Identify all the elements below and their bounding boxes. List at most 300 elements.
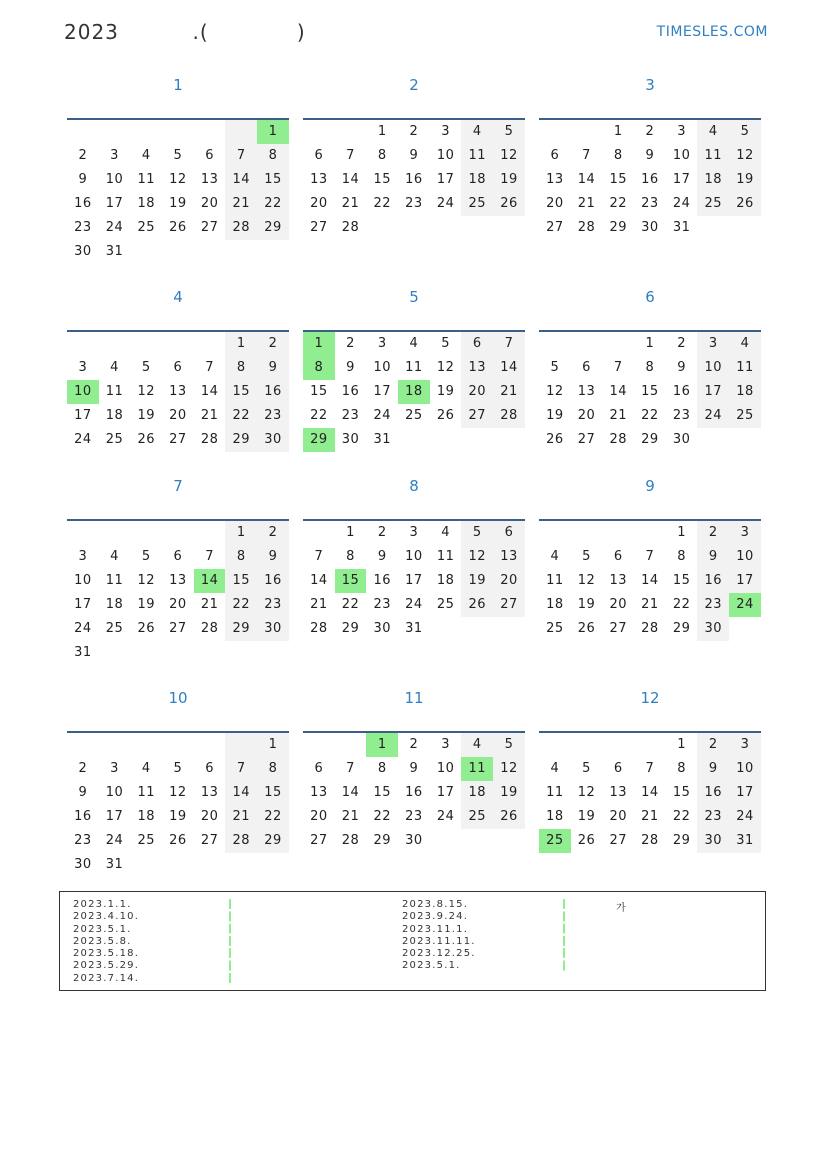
day-cell: 21: [641, 597, 659, 612]
day-cell: 23: [373, 597, 391, 612]
day-cell: 23: [697, 805, 729, 829]
empty-cell: [225, 120, 257, 144]
day-cell: 5: [461, 521, 493, 545]
day-cell: 13: [310, 172, 328, 187]
month-calendar: [539, 287, 761, 452]
empty-cell: [99, 332, 131, 356]
day-cell: 4: [441, 525, 450, 540]
empty-cell: [67, 521, 99, 545]
day-cell: 26: [169, 220, 187, 235]
day-cell: 9: [346, 360, 355, 375]
day-cell: 13: [169, 384, 187, 399]
day-cell: 25: [137, 833, 155, 848]
page-title: [64, 20, 306, 44]
day-grid: [539, 521, 761, 641]
day-cell: 8: [346, 549, 355, 564]
month-name: 9: [645, 477, 655, 495]
empty-cell: [130, 521, 162, 545]
day-cell: 4: [110, 549, 119, 564]
day-grid: [67, 120, 289, 264]
empty-cell: [130, 240, 162, 264]
empty-cell: [194, 853, 226, 877]
day-cell: 3: [697, 332, 729, 356]
day-cell: 14: [609, 384, 627, 399]
day-cell: 13: [310, 785, 328, 800]
day-cell: 20: [200, 809, 219, 824]
day-cell: 21: [493, 380, 525, 404]
day-cell: 5: [441, 336, 450, 351]
day-cell: 9: [377, 549, 387, 564]
empty-cell: [99, 733, 131, 757]
day-cell: 12: [729, 144, 761, 168]
day-cell: 13: [493, 545, 525, 569]
day-cell: 1: [366, 733, 398, 757]
day-cell: 25: [137, 220, 155, 235]
empty-cell: [335, 733, 367, 757]
day-cell: 16: [257, 569, 289, 593]
empty-cell: [729, 617, 761, 641]
day-cell: 1: [346, 525, 355, 540]
day-cell: 7: [613, 360, 623, 375]
day-cell: 18: [461, 781, 493, 805]
month-calendar: [303, 688, 525, 853]
day-cell: 23: [697, 593, 729, 617]
day-cell: 15: [257, 168, 289, 192]
note-date: 2023.4.10.: [73, 911, 140, 923]
day-cell: 18: [436, 573, 455, 588]
day-cell: 3: [729, 521, 761, 545]
day-cell: 11: [137, 172, 155, 187]
day-cell: 13: [577, 384, 596, 399]
day-cell: 16: [672, 384, 691, 399]
day-cell: 8: [645, 360, 655, 375]
day-cell: 6: [613, 549, 623, 564]
day-cell: 9: [409, 148, 419, 163]
day-cell: 22: [373, 809, 391, 824]
day-cell: 22: [609, 196, 627, 211]
day-cell: 6: [173, 360, 183, 375]
empty-cell: [303, 521, 335, 545]
note-date: 2023.7.14.: [73, 972, 140, 984]
day-grid: [303, 332, 525, 452]
day-cell: 14: [641, 785, 659, 800]
day-cell: 19: [493, 781, 525, 805]
day-cell: 17: [405, 573, 423, 588]
day-cell: 7: [225, 144, 257, 168]
day-cell: 25: [539, 829, 571, 853]
day-cell: 1: [677, 737, 686, 752]
empty-cell: [162, 120, 194, 144]
day-cell: 8: [225, 545, 257, 569]
day-cell: 9: [409, 761, 419, 776]
day-cell: 28: [225, 216, 257, 240]
day-cell: 23: [257, 404, 289, 428]
day-cell: 9: [78, 172, 88, 187]
day-cell: 27: [200, 833, 219, 848]
month-name: 2: [409, 76, 419, 94]
day-cell: 18: [461, 168, 493, 192]
day-cell: 14: [341, 172, 360, 187]
day-cell: 10: [729, 545, 761, 569]
note-extra-text: 가: [616, 903, 626, 914]
day-cell: 28: [641, 621, 659, 636]
day-cell: 26: [436, 408, 455, 423]
title-rest: .( ): [192, 20, 306, 44]
day-cell: 13: [609, 573, 627, 588]
day-cell: 31: [373, 432, 391, 447]
day-cell: 17: [729, 569, 761, 593]
day-cell: 2: [346, 336, 355, 351]
day-cell: 27: [609, 621, 627, 636]
day-cell: 7: [645, 761, 655, 776]
empty-cell: [303, 120, 335, 144]
empty-cell: [493, 617, 525, 641]
day-cell: 28: [225, 829, 257, 853]
day-cell: 19: [493, 168, 525, 192]
day-cell: 2: [257, 521, 289, 545]
day-cell: 14: [577, 172, 596, 187]
empty-cell: [571, 120, 603, 144]
day-cell: 4: [141, 148, 151, 163]
day-cell: 3: [677, 124, 686, 139]
day-cell: 22: [310, 408, 328, 423]
empty-cell: [194, 733, 226, 757]
day-cell: 5: [493, 733, 525, 757]
month-name: 12: [640, 689, 660, 707]
day-cell: 1: [257, 120, 289, 144]
day-cell: 17: [74, 408, 92, 423]
day-cell: 23: [641, 196, 659, 211]
day-cell: 14: [310, 573, 328, 588]
day-cell: 7: [582, 148, 591, 163]
day-cell: 20: [546, 196, 564, 211]
day-cell: 27: [169, 432, 187, 447]
day-cell: 25: [461, 805, 493, 829]
day-cell: 28: [641, 833, 659, 848]
day-cell: 4: [141, 761, 151, 776]
day-cell: 31: [105, 244, 124, 259]
empty-cell: [461, 428, 493, 452]
day-cell: 10: [67, 380, 99, 404]
day-cell: 11: [105, 573, 124, 588]
day-cell: 8: [377, 148, 387, 163]
day-cell: 4: [550, 549, 560, 564]
day-cell: 2: [697, 521, 729, 545]
month-calendar: [539, 75, 761, 240]
empty-cell: [729, 216, 761, 240]
empty-cell: [67, 733, 99, 757]
day-cell: 28: [341, 220, 360, 235]
day-cell: 29: [641, 432, 659, 447]
empty-cell: [602, 332, 634, 356]
day-grid: [539, 332, 761, 452]
empty-cell: [539, 332, 571, 356]
month-calendar: [67, 476, 289, 665]
day-cell: 23: [672, 408, 691, 423]
day-cell: 8: [377, 761, 387, 776]
day-cell: 10: [436, 761, 455, 776]
day-cell: 4: [461, 733, 493, 757]
day-cell: 14: [341, 785, 360, 800]
day-cell: 1: [377, 124, 387, 139]
day-cell: 30: [641, 220, 659, 235]
day-cell: 7: [314, 549, 324, 564]
site-logo[interactable]: TIMESLES.COM: [656, 24, 768, 40]
empty-cell: [257, 853, 289, 877]
day-cell: 18: [546, 597, 564, 612]
day-cell: 17: [373, 384, 391, 399]
day-cell: 10: [697, 356, 729, 380]
day-cell: 16: [405, 172, 423, 187]
day-cell: 8: [257, 757, 289, 781]
day-cell: 18: [729, 380, 761, 404]
empty-cell: [539, 521, 571, 545]
day-cell: 7: [645, 549, 655, 564]
day-cell: 25: [105, 432, 124, 447]
day-cell: 13: [169, 573, 187, 588]
empty-cell: [539, 120, 571, 144]
day-cell: 29: [341, 621, 360, 636]
day-cell: 12: [461, 545, 493, 569]
day-cell: 21: [341, 196, 360, 211]
month-name: 10: [168, 689, 188, 707]
day-cell: 19: [729, 168, 761, 192]
day-cell: 7: [493, 332, 525, 356]
month-calendar: [67, 688, 289, 877]
day-cell: 8: [303, 356, 335, 380]
day-cell: 5: [493, 120, 525, 144]
day-cell: 15: [373, 785, 391, 800]
day-cell: 26: [729, 192, 761, 216]
day-cell: 6: [314, 761, 324, 776]
day-cell: 6: [550, 148, 560, 163]
day-cell: 30: [697, 617, 729, 641]
day-cell: 23: [405, 196, 423, 211]
day-cell: 9: [697, 757, 729, 781]
empty-cell: [697, 428, 729, 452]
empty-cell: [571, 733, 603, 757]
day-cell: 16: [74, 809, 92, 824]
day-cell: 15: [672, 573, 691, 588]
day-cell: 1: [677, 525, 686, 540]
day-cell: 11: [461, 144, 493, 168]
day-grid: [539, 733, 761, 853]
day-cell: 16: [373, 573, 391, 588]
day-cell: 15: [257, 781, 289, 805]
day-cell: 14: [194, 569, 226, 593]
day-cell: 6: [582, 360, 591, 375]
day-cell: 28: [200, 621, 219, 636]
day-cell: 9: [257, 545, 289, 569]
day-cell: 2: [377, 525, 387, 540]
day-cell: 18: [697, 168, 729, 192]
day-cell: 29: [672, 833, 691, 848]
day-cell: 18: [137, 196, 155, 211]
day-cell: 4: [729, 332, 761, 356]
day-cell: 3: [78, 360, 88, 375]
day-cell: 12: [436, 360, 455, 375]
day-cell: 27: [310, 220, 328, 235]
day-cell: 24: [697, 404, 729, 428]
day-cell: 30: [697, 829, 729, 853]
day-cell: 28: [577, 220, 596, 235]
empty-cell: [67, 332, 99, 356]
day-cell: 20: [169, 597, 187, 612]
day-cell: 24: [74, 432, 92, 447]
day-cell: 21: [609, 408, 627, 423]
empty-cell: [571, 332, 603, 356]
day-cell: 20: [609, 597, 627, 612]
empty-cell: [225, 641, 257, 665]
day-cell: 9: [697, 545, 729, 569]
day-cell: 17: [436, 785, 455, 800]
day-cell: 9: [677, 360, 686, 375]
day-cell: 15: [225, 380, 257, 404]
day-cell: 11: [137, 785, 155, 800]
day-cell: 20: [493, 569, 525, 593]
day-cell: 13: [200, 785, 219, 800]
day-cell: 2: [409, 737, 419, 752]
day-cell: 28: [493, 404, 525, 428]
empty-cell: [461, 216, 493, 240]
day-cell: 9: [645, 148, 655, 163]
month-calendar: [303, 476, 525, 641]
day-cell: 11: [461, 757, 493, 781]
day-cell: 28: [200, 432, 219, 447]
day-cell: 14: [225, 781, 257, 805]
note-date: 2023.5.8.: [73, 935, 132, 947]
empty-cell: [430, 829, 462, 853]
day-cell: 27: [546, 220, 564, 235]
day-grid: [303, 120, 525, 240]
day-cell: 22: [225, 593, 257, 617]
day-cell: 25: [105, 621, 124, 636]
day-cell: 2: [78, 148, 88, 163]
day-cell: 18: [105, 597, 124, 612]
day-cell: 23: [341, 408, 360, 423]
day-cell: 3: [110, 148, 119, 163]
day-cell: 23: [74, 220, 92, 235]
day-cell: 26: [493, 192, 525, 216]
empty-cell: [571, 521, 603, 545]
day-cell: 12: [577, 573, 596, 588]
day-cell: 5: [141, 360, 151, 375]
day-grid: [539, 120, 761, 240]
day-cell: 5: [582, 761, 591, 776]
day-cell: 17: [105, 809, 124, 824]
day-cell: 3: [441, 737, 450, 752]
day-cell: 14: [641, 573, 659, 588]
day-cell: 18: [398, 380, 430, 404]
day-cell: 6: [493, 521, 525, 545]
day-cell: 30: [373, 621, 391, 636]
day-cell: 26: [493, 805, 525, 829]
month-name: 11: [404, 689, 424, 707]
day-cell: 19: [137, 408, 155, 423]
empty-cell: [225, 853, 257, 877]
note-date: 2023.5.18.: [73, 948, 140, 960]
day-cell: 22: [672, 809, 691, 824]
day-cell: 26: [137, 432, 155, 447]
day-cell: 26: [169, 833, 187, 848]
day-cell: 5: [173, 148, 183, 163]
day-cell: 4: [110, 360, 119, 375]
day-cell: 15: [641, 384, 659, 399]
day-cell: 29: [257, 829, 289, 853]
day-cell: 24: [729, 593, 761, 617]
day-cell: 5: [729, 120, 761, 144]
holiday-marker-bar-right: [563, 899, 565, 973]
day-cell: 29: [225, 428, 257, 452]
day-cell: 12: [137, 573, 155, 588]
day-cell: 1: [225, 332, 257, 356]
day-cell: 12: [169, 172, 187, 187]
day-cell: 22: [341, 597, 360, 612]
day-cell: 11: [105, 384, 124, 399]
day-cell: 2: [409, 124, 419, 139]
day-cell: 31: [74, 645, 92, 660]
day-cell: 30: [341, 432, 360, 447]
month-name: 4: [173, 288, 183, 306]
day-cell: 24: [74, 621, 92, 636]
empty-cell: [130, 853, 162, 877]
day-cell: 27: [493, 593, 525, 617]
day-cell: 29: [303, 428, 335, 452]
day-cell: 22: [225, 404, 257, 428]
empty-cell: [99, 120, 131, 144]
empty-cell: [634, 521, 666, 545]
empty-cell: [194, 641, 226, 665]
day-cell: 13: [546, 172, 564, 187]
day-cell: 1: [303, 332, 335, 356]
day-cell: 22: [257, 192, 289, 216]
day-cell: 3: [110, 761, 119, 776]
day-cell: 23: [74, 833, 92, 848]
day-cell: 8: [257, 144, 289, 168]
day-cell: 14: [493, 356, 525, 380]
day-cell: 2: [697, 733, 729, 757]
day-cell: 21: [641, 809, 659, 824]
notes-right-column: [402, 899, 476, 973]
day-cell: 15: [225, 569, 257, 593]
day-cell: 5: [550, 360, 560, 375]
day-cell: 3: [441, 124, 450, 139]
day-cell: 25: [405, 408, 423, 423]
day-cell: 19: [577, 809, 596, 824]
month-calendar: [67, 75, 289, 264]
day-cell: 10: [105, 172, 124, 187]
day-cell: 7: [346, 148, 355, 163]
day-cell: 25: [461, 192, 493, 216]
day-cell: 21: [200, 408, 219, 423]
day-cell: 25: [729, 404, 761, 428]
day-cell: 18: [546, 809, 564, 824]
month-name: 1: [173, 76, 183, 94]
day-cell: 15: [335, 569, 367, 593]
day-cell: 16: [697, 781, 729, 805]
day-cell: 18: [105, 408, 124, 423]
day-cell: 28: [609, 432, 627, 447]
note-date: 2023.5.29.: [73, 960, 140, 972]
day-cell: 16: [697, 569, 729, 593]
day-cell: 21: [200, 597, 219, 612]
day-cell: 22: [672, 597, 691, 612]
day-cell: 20: [310, 196, 328, 211]
note-date: 2023.5.1.: [73, 923, 132, 935]
day-cell: 26: [577, 621, 596, 636]
empty-cell: [729, 428, 761, 452]
day-cell: 30: [257, 428, 289, 452]
